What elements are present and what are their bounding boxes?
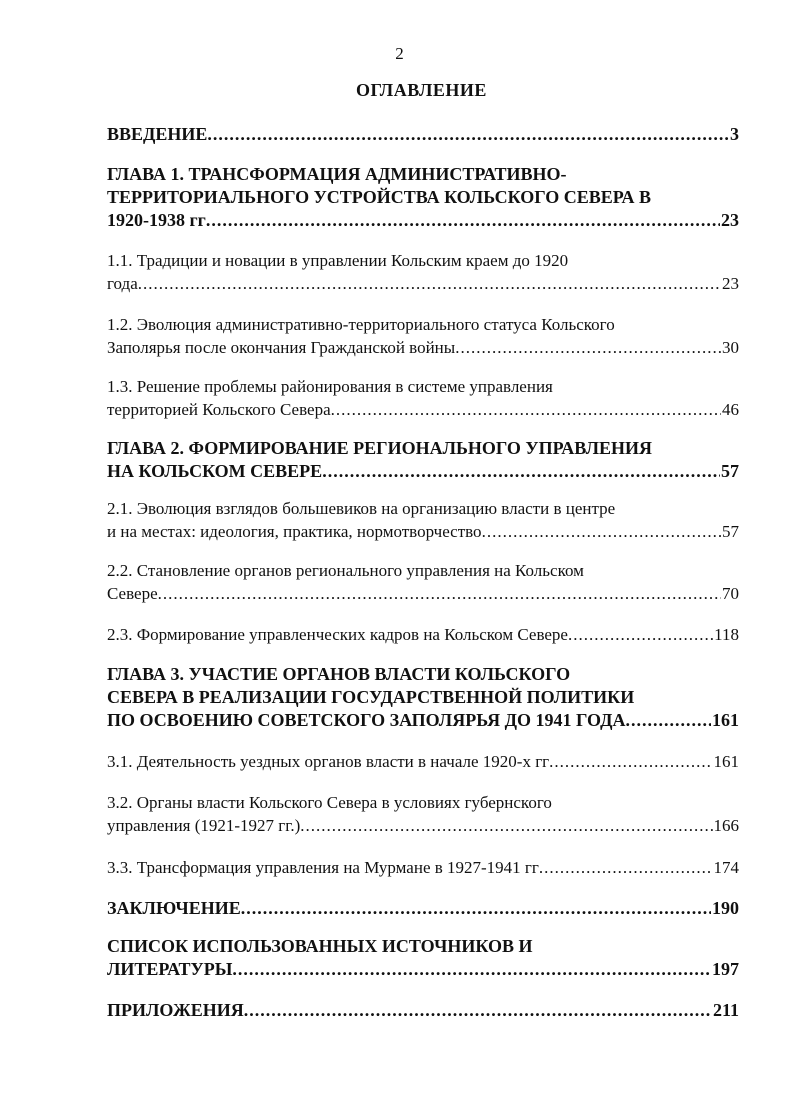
toc-entry-title: ПРИЛОЖЕНИЯ (107, 1000, 244, 1020)
dot-leader (626, 709, 711, 732)
toc-entry-section-1-1[interactable] (107, 249, 739, 295)
toc-entry-title-line: 3.2. Органы власти Кольского Севера в условиях губернского (107, 793, 552, 812)
dot-leader (455, 336, 721, 359)
toc-entry-section-2-3[interactable] (107, 623, 739, 646)
toc-entry-chapter-1[interactable] (107, 163, 739, 232)
dot-leader (206, 209, 720, 232)
toc-entry-title: Заполярья после окончания Гражданской войны (107, 338, 456, 357)
toc-entry-chapter-2[interactable] (107, 437, 739, 483)
dot-leader (232, 958, 711, 981)
toc-page-number: 190 (712, 898, 739, 918)
toc-entry-title-line: 2.2. Становление органов регионального управления на Кольском (107, 561, 584, 580)
toc-entry-title: НА КОЛЬСКОМ СЕВЕРЕ (107, 461, 323, 481)
dot-leader (549, 750, 712, 773)
toc-page-number: 197 (712, 959, 739, 979)
page-number: 2 (395, 44, 404, 63)
toc-entry-section-2-1[interactable] (107, 497, 739, 543)
dot-leader (568, 623, 713, 646)
toc-page-number: 23 (721, 210, 739, 230)
toc-page-number: 118 (714, 625, 739, 644)
toc-entry-title-line: ГЛАВА 2. ФОРМИРОВАНИЕ РЕГИОНАЛЬНОГО УПРАВЛЕНИЯ (107, 438, 653, 458)
toc-page-number: 57 (721, 461, 739, 481)
toc-entry-title-line: 2.1. Эволюция взглядов большевиков на организацию власти в центре (107, 499, 616, 518)
toc-page-number: 161 (713, 752, 739, 771)
toc-entry-section-1-2[interactable] (107, 313, 739, 359)
toc-entry-introduction[interactable] (107, 123, 739, 146)
toc-page-number: 46 (722, 400, 739, 419)
dot-leader (158, 582, 721, 605)
toc-entry-section-1-3[interactable] (107, 375, 739, 421)
toc-entry-title: года (107, 274, 138, 293)
toc-entry-section-3-2[interactable] (107, 791, 739, 837)
toc-entry-title-line: 1.1. Традиции и новации в управлении Кольским краем до 1920 (107, 251, 569, 270)
toc-page-number: 57 (722, 522, 739, 541)
toc-entry-title-line: СЕВЕРА В РЕАЛИЗАЦИИ ГОСУДАРСТВЕННОЙ ПОЛИТИКИ (107, 687, 635, 707)
toc-entry-section-2-2[interactable] (107, 559, 739, 605)
toc-entry-title-line: 1.2. Эволюция административно-территориального статуса Кольского (107, 315, 615, 334)
toc-entry-bibliography[interactable] (107, 935, 739, 981)
dot-leader (539, 856, 713, 879)
toc-entry-title-line: ГЛАВА 3. УЧАСТИЕ ОРГАНОВ ВЛАСТИ КОЛЬСКОГО (107, 664, 571, 684)
toc-entry-title: и на местах: идеология, практика, нормотворчество (107, 522, 482, 541)
toc-page-number: 161 (712, 710, 739, 730)
toc-entry-title: ВВЕДЕНИЕ (107, 124, 208, 144)
toc-page-number: 23 (722, 274, 739, 293)
toc-entry-title: территорией Кольского Севера (107, 400, 331, 419)
toc-entry-title: ЗАКЛЮЧЕНИЕ (107, 898, 241, 918)
dot-leader (331, 398, 721, 421)
toc-entry-title: 3.1. Деятельность уездных органов власти в начале 1920-х гг (107, 752, 550, 771)
toc-entry-title-line: ТЕРРИТОРИАЛЬНОГО УСТРОЙСТВА КОЛЬСКОГО СЕВЕРА В (107, 187, 651, 207)
dot-leader (207, 123, 729, 146)
dot-leader (300, 814, 712, 837)
toc-entry-title-line: ГЛАВА 1. ТРАНСФОРМАЦИЯ АДМИНИСТРАТИВНО- (107, 164, 567, 184)
toc-page-number: 3 (730, 124, 739, 144)
toc-page-number: 30 (722, 338, 739, 357)
toc-entry-title: 3.3. Трансформация управления на Мурмане в 1927-1941 гг (107, 858, 539, 877)
toc-page-number: 211 (712, 1000, 739, 1020)
toc-entry-title: 2.3. Формирование управленческих кадров на Кольском Севере (107, 625, 568, 644)
dot-leader (322, 460, 720, 483)
dot-leader (138, 272, 721, 295)
dot-leader (482, 520, 721, 543)
toc-page-number: 174 (713, 858, 739, 877)
dot-leader (244, 999, 712, 1022)
toc-entry-conclusion[interactable] (107, 897, 739, 920)
dot-leader (241, 897, 711, 920)
toc-entry-chapter-3[interactable] (107, 663, 739, 732)
toc-entry-section-3-1[interactable] (107, 750, 739, 773)
toc-entry-title: ЛИТЕРАТУРЫ (107, 959, 233, 979)
toc-entry-title: 1920-1938 гг (107, 210, 206, 230)
toc-entry-title: управления (1921-1927 гг.) (107, 816, 301, 835)
toc-entry-title: Севере (107, 584, 158, 603)
toc-entry-section-3-3[interactable] (107, 856, 739, 879)
toc-page-number: 70 (722, 584, 739, 603)
toc-entry-title-line: СПИСОК ИСПОЛЬЗОВАННЫХ ИСТОЧНИКОВ И (107, 936, 533, 956)
toc-entry-title-line: 1.3. Решение проблемы районирования в системе управления (107, 377, 553, 396)
page-title: ОГЛАВЛЕНИЕ (356, 80, 487, 100)
toc-entry-appendices[interactable] (107, 999, 739, 1022)
toc-entry-title: ПО ОСВОЕНИЮ СОВЕТСКОГО ЗАПОЛЯРЬЯ ДО 1941 ГОДА (107, 710, 626, 730)
toc-page-number: 166 (713, 816, 739, 835)
